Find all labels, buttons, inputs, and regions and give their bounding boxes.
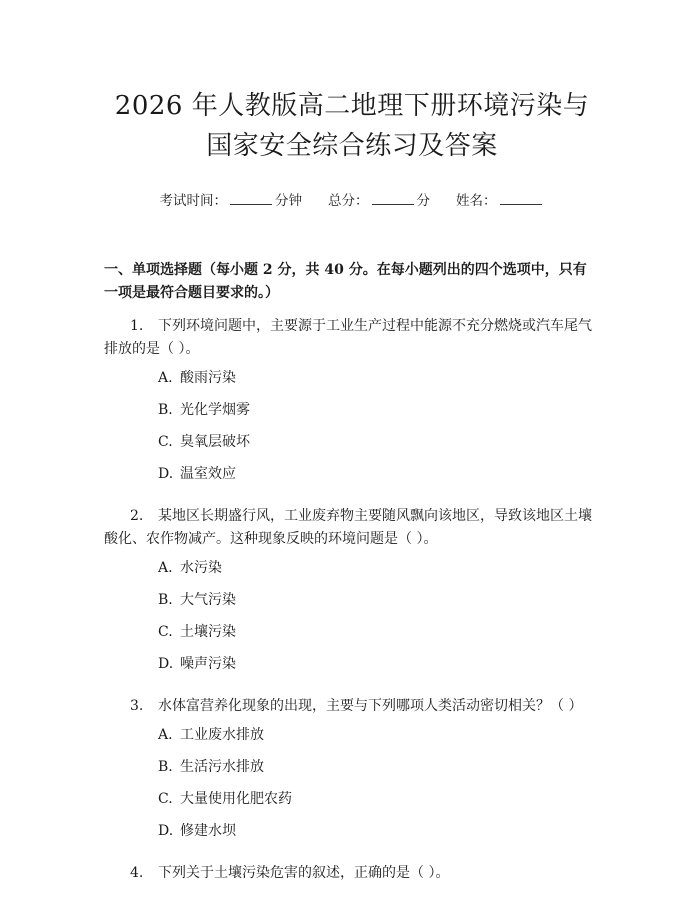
question-number: 2. [130, 508, 144, 524]
option-letter: A. [158, 727, 173, 743]
question-number: 3. [130, 698, 144, 714]
option-list [104, 367, 600, 495]
total-score-label: 总分： [328, 193, 369, 209]
question-2 [104, 505, 600, 551]
option-list [104, 724, 600, 852]
total-score-blank [372, 192, 414, 205]
option-letter: A. [158, 560, 173, 576]
option-text: 噪声污染 [180, 656, 236, 672]
answer-option [104, 820, 600, 852]
option-letter: C. [158, 624, 173, 640]
question-1 [104, 315, 600, 361]
option-text: 修建水坝 [180, 823, 236, 839]
option-letter: D. [158, 466, 174, 482]
option-letter: A. [158, 370, 173, 386]
option-text: 水污染 [180, 560, 222, 576]
answer-option [104, 463, 600, 495]
option-text: 臭氧层破坏 [180, 434, 250, 450]
option-text: 工业废水排放 [180, 727, 264, 743]
exam-info [104, 191, 600, 211]
question-text: 下列关于土壤污染危害的叙述，正确的是（ ）。 [158, 865, 450, 881]
question-number: 1. [130, 318, 144, 334]
answer-option [104, 621, 600, 653]
question-number: 4. [130, 865, 144, 881]
document-title: 2026 年人教版高二地理下册环境污染与国家安全综合练习及答案 [114, 91, 590, 161]
exam-time-blank [230, 192, 272, 205]
answer-option [104, 431, 600, 463]
option-text: 温室效应 [180, 466, 236, 482]
question-text: 下列环境问题中，主要源于工业生产过程中能源不充分燃烧或汽车尾气排放的是（ ）。 [104, 318, 592, 357]
section-heading: 一、单项选择题（每小题 2 分，共 40 分。在每小题列出的四个选项中，只有一项是最符合题目要求的。） [104, 262, 587, 301]
student-name-label: 姓名： [456, 193, 497, 209]
option-text: 光化学烟雾 [180, 402, 250, 418]
option-text: 生活污水排放 [180, 759, 264, 775]
option-letter: D. [158, 656, 174, 672]
answer-option [104, 653, 600, 685]
answer-option [104, 724, 600, 756]
question-4 [104, 862, 600, 885]
option-list [104, 557, 600, 685]
option-text: 大气污染 [180, 592, 236, 608]
option-text: 土壤污染 [180, 624, 236, 640]
total-score-unit: 分 [416, 193, 430, 209]
question-text: 某地区长期盛行风，工业废弃物主要随风飘向该地区，导致该地区土壤酸化、农作物减产。这种现象反映的环境问题是（ ）。 [104, 508, 592, 547]
student-name-blank [500, 192, 542, 205]
option-letter: B. [158, 592, 173, 608]
option-letter: B. [158, 759, 173, 775]
answer-option [104, 788, 600, 820]
question-text: 水体富营养化现象的出现，主要与下列哪项人类活动密切相关？（ ） [158, 698, 583, 714]
exam-time-label: 考试时间： [159, 193, 227, 209]
question-3 [104, 695, 600, 718]
option-letter: D. [158, 823, 174, 839]
option-letter: C. [158, 791, 173, 807]
option-text: 酸雨污染 [180, 370, 236, 386]
answer-option [104, 367, 600, 399]
option-letter: C. [158, 434, 173, 450]
answer-option [104, 756, 600, 788]
answer-option [104, 589, 600, 621]
answer-option [104, 399, 600, 431]
question-list [104, 315, 600, 885]
answer-option [104, 557, 600, 589]
exam-time-unit: 分钟 [275, 193, 302, 209]
option-text: 大量使用化肥农药 [180, 791, 292, 807]
option-letter: B. [158, 402, 173, 418]
